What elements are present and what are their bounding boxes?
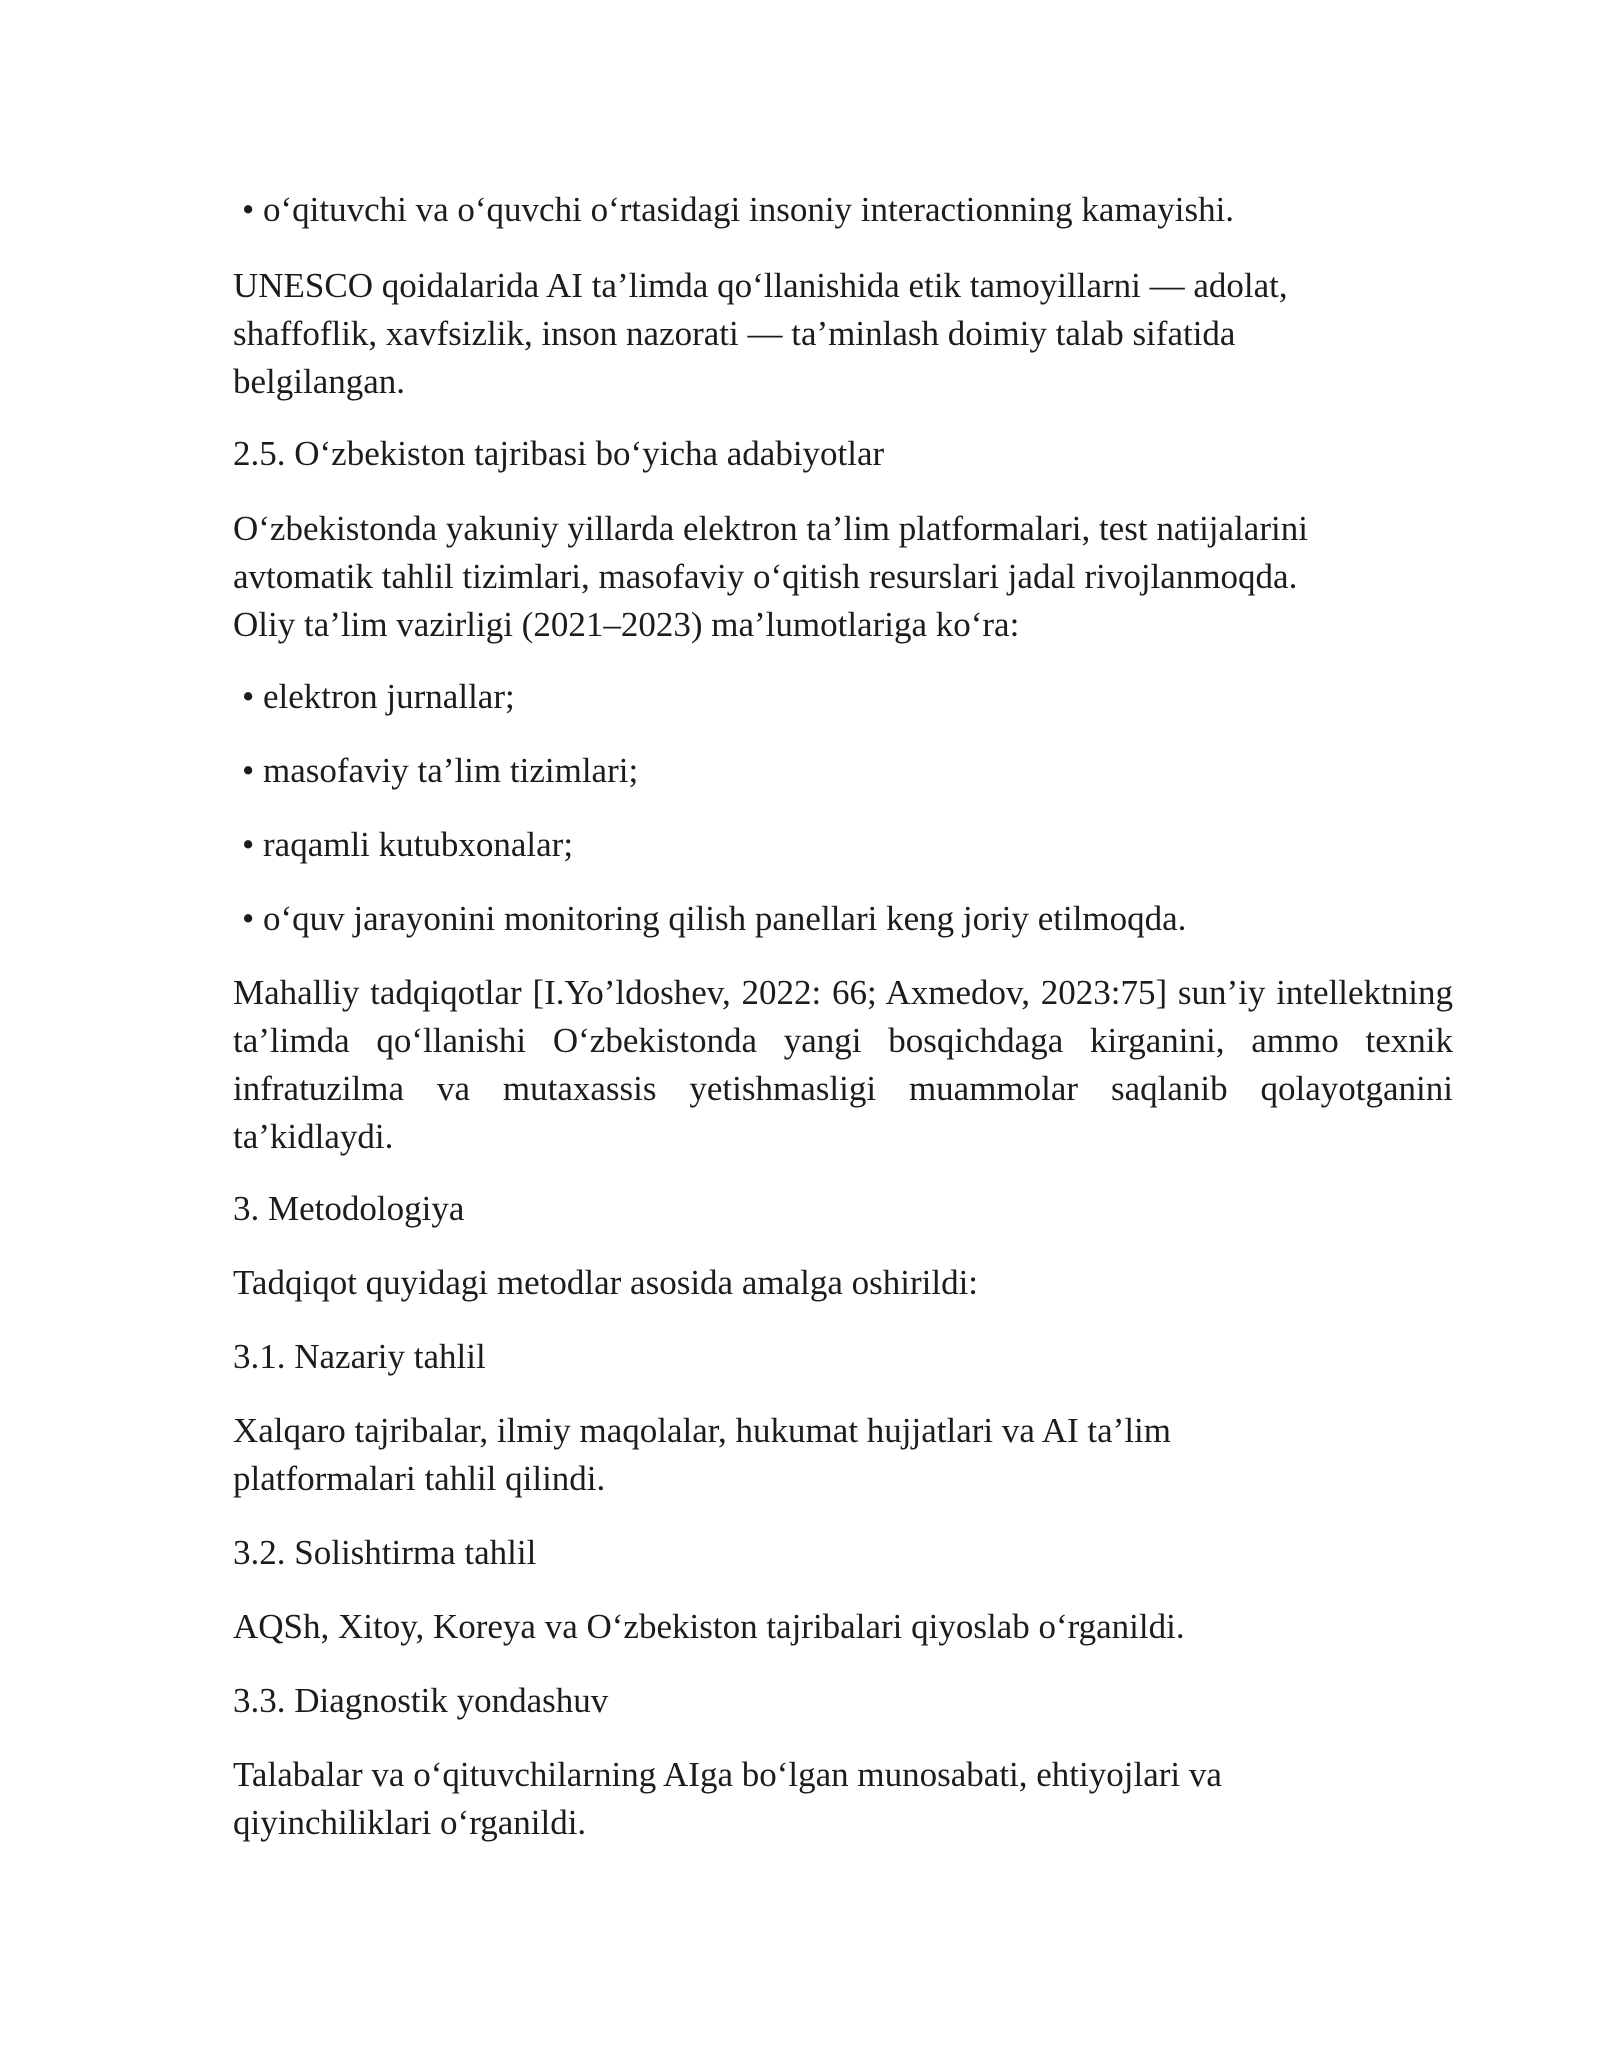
diagnostic-paragraph	[233, 1751, 1453, 1847]
theory-paragraph	[233, 1407, 1453, 1503]
unesco-paragraph	[233, 262, 1453, 406]
section-heading-2-5: 2.5. O‘zbekiston tajribasi bo‘yicha adabiyotlar	[233, 434, 885, 473]
bullet-item: • raqamli kutubxonalar;	[242, 825, 574, 864]
bullet-item: • masofaviy ta’lim tizimlari;	[242, 751, 639, 790]
paragraph-line: O‘zbekistonda yakuniy yillarda elektron ta’lim platformalari, test natijalarini	[233, 509, 1308, 548]
bullet-item: • o‘quv jarayonini monitoring qilish panellari keng joriy etilmoqda.	[242, 899, 1187, 938]
methods-intro: Tadqiqot quyidagi metodlar asosida amalga oshirildi:	[233, 1263, 979, 1302]
paragraph-line: avtomatik tahlil tizimlari, masofaviy o‘qitish resurslari jadal rivojlanmoqda.	[233, 557, 1298, 596]
paragraph-line: qiyinchiliklari o‘rganildi.	[233, 1803, 587, 1842]
paragraph-line: Xalqaro tajribalar, ilmiy maqolalar, hukumat hujjatlari va AI ta’lim	[233, 1411, 1172, 1450]
paragraph-line: platformalari tahlil qilindi.	[233, 1459, 606, 1498]
paragraph-line: belgilangan.	[233, 362, 406, 401]
section-heading-3: 3. Metodologiya	[233, 1189, 465, 1228]
section-heading-3-1: 3.1. Nazariy tahlil	[233, 1337, 486, 1376]
paragraph-line: shaffoflik, xavfsizlik, inson nazorati — ta’minlash doimiy talab sifatida	[233, 314, 1236, 353]
paragraph-line: Oliy ta’lim vazirligi (2021–2023) ma’lumotlariga ko‘ra:	[233, 605, 1020, 644]
paragraph-line: Talabalar va o‘qituvchilarning AIga bo‘lgan munosabati, ehtiyojlari va	[233, 1755, 1222, 1794]
uzbekistan-paragraph	[233, 505, 1453, 649]
local-research-paragraph: Mahalliy tadqiqotlar [I.Yo’ldoshev, 2022: 66; Axmedov, 2023:75] sun’iy intellektning ta’limda qo‘llanishi O‘zbekistonda yangi bosqichdaga kirganini, ammo texnik infratuzilma va mutaxassis yetishmasligi muammolar saqlanib qolayotganini ta’kidlaydi.	[233, 973, 1453, 1156]
bullet-item: • o‘qituvchi va o‘quvchi o‘rtasidagi insoniy interactionning kamayishi.	[242, 190, 1235, 229]
section-heading-3-3: 3.3. Diagnostik yondashuv	[233, 1681, 609, 1720]
comparative-paragraph: AQSh, Xitoy, Koreya va O‘zbekiston tajribalari qiyoslab o‘rganildi.	[233, 1607, 1185, 1646]
bullet-item: • elektron jurnallar;	[242, 677, 515, 716]
paragraph-line: UNESCO qoidalarida AI ta’limda qo‘llanishida etik tamoyillarni — adolat,	[233, 266, 1288, 305]
section-heading-3-2: 3.2. Solishtirma tahlil	[233, 1533, 537, 1572]
